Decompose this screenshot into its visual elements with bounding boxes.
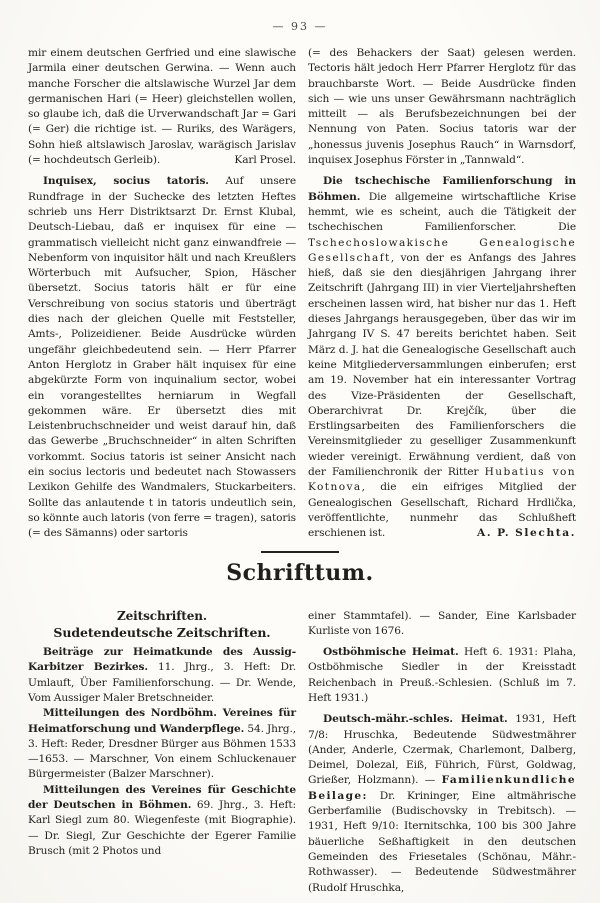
- paragraph-continuation: [28, 46, 296, 168]
- paragraph-text: , von der es Anfangs des Jahres hieß, daß sie den diesjährigen Jahrgang ihrer Zeitschrift (Jahrgang III) in vier Vierteljahrsheften erscheinen lassen wird, hat bisher nur das 1. Heft dieses Jahrgangs herausgegeben, über das wir im Jahrgang IV S. 47 bereits berichtet haben. Seit März d. J. hat die Genealogische Gesellschaft auch keine Mitgliederversammlungen einberufen; erst am 19. November hat ein interessanter Vortrag des Vize-Präsidenten der Gesellschaft, Oberarchivrat Dr. Krejčík, über die Erstlingsarbeiten des Familienforschers die Vereinsmitglieder zu geselliger Zusammenkunft wieder vereinigt. Erwähnung verdient, daß von der Familienchronik der Ritter: [308, 251, 576, 479]
- paragraph-lead: Die tschechische Familienforschung in Böhmen.: [308, 175, 576, 203]
- journal-entry: [308, 712, 576, 896]
- section-title: Schrifttum.: [226, 559, 374, 586]
- journal-title: Deutsch-mähr.-schles. Heimat.: [323, 713, 508, 726]
- paragraph-lead: Inquisex, socius tatoris.: [43, 175, 209, 188]
- journal-entry-text: 11. Jhrg., 3. Heft: Dr. Umlauft, Über Familienforschung. — Dr. Wende, Vom Aussiger Maler Bretschneider.: [28, 661, 296, 704]
- bottom-right-column: [308, 609, 576, 896]
- journal-entry-text: Dr. Krininger, Eine altmährische Gerberfamilie (Budischovsky in Trebitsch). — 1931, Heft 9/10: Iternitschka, 100 bis 300 Jahre bäuerliche Seßhaftigkeit in den deutschen Gemeinden des Friesetales (Schönau, Mähr.-Rothwasser). — Bedeutende Südwestmährer (Rudolf Hruschka,: [308, 789, 576, 894]
- author-signature: Karl Prosel.: [234, 154, 296, 167]
- section-divider: [261, 551, 339, 553]
- sudetendeutsche-heading: Sudetendeutsche Zeitschriften.: [53, 624, 271, 640]
- top-right-column: [308, 46, 576, 542]
- journal-entry-text: 1931, Heft 7/8: Hruschka, Bedeutende Südwestmährer (Ander, Anderle, Czermak, Charlemont, Dalberg, Deimel, Dolezal, Eiß, Führich, Fürst, Goldwag, Grießer, Holzmann). —: [308, 713, 576, 787]
- journal-entry: [28, 706, 296, 782]
- journal-title: Beiträge zur Heimatkunde des Aussig-Karbitzer Bezirkes.: [28, 646, 296, 674]
- spaced-supplement-title: Familienkundliche Beilage:: [308, 774, 576, 802]
- journal-entry-text: 69. Jhrg., 3. Heft: Karl Siegl zum 80. Wiegenfeste (mit Biographie). — Dr. Siegl, Zur Geschichte der Egerer Familie Brusch (mit 2 Photos und: [28, 799, 296, 857]
- journal-entry: [308, 645, 576, 706]
- journal-title: Mitteilungen des Vereines für Geschichte der Deutschen in Böhmen.: [28, 783, 296, 812]
- journal-title: Mitteilungen des Nordböhm. Vereines für Heimatforschung und Wanderpflege.: [28, 707, 296, 735]
- paragraph-continuation: (= des Behackers der Saat) gelesen werden. Tectoris hält jedoch Herr Pfarrer Herglotz für das brauchbarste Wort. — Beide Ausdrücke finden sich — wie uns unser Gewährsmann nachträglich mitteilt — als Berufsbezeichnungen bei der Nennung von Paten. Socius tatoris war der „honessus juvenis Josephus Rauch“ in Warnsdorf, inquisex Josephus Förster in „Tannwald“.: [308, 47, 576, 167]
- journal-entry-continuation: einer Stammtafel). — Sander, Eine Karlsbader Kurliste von 1676.: [308, 609, 576, 637]
- author-signature: A. P. Slechta.: [477, 527, 576, 540]
- top-left-column: [28, 46, 296, 542]
- spaced-society-name: Tschechoslowakische Genealogische Gesellschaft: [308, 236, 576, 264]
- journal-entry-text: 54. Jhrg., 3. Heft: Reder, Dresdner Bürger aus Böhmen 1533—1653. — Marschner, Von einem Schluckenauer Bürgermeister (Balzer Marschner).: [28, 722, 296, 781]
- journal-title: Ostböhmische Heimat.: [323, 646, 459, 659]
- zeitschriften-heading: Zeitschriften.: [116, 608, 207, 623]
- journal-entry-text: Heft 6. 1931: Plaha, Ostböhmische Siedler in der Kreisstadt Reichenbach in Preuß.-Schlesien. (Schluß im 7. Heft 1931.): [308, 646, 576, 704]
- spaced-family-name: Hubatius von Kotnova: [308, 466, 576, 494]
- bottom-left-column: [28, 609, 296, 896]
- paragraph-inquisex: [28, 174, 296, 541]
- bottom-section: [0, 596, 600, 896]
- paragraph-text: mir einem deutschen Gerfried und eine slawische Jarmila einer deutschen Gerwina. — Wenn auch manche Forscher die altslawische Wurzel Jar dem germanischen Hari (= Heer) gleichstellen wollen, so glaube ich, daß die Urverwandschaft Jar = Gari (= Ger) die richtige ist. — Ruriks, des Warägers, Sohn hieß altslawisch Jaroslav, warägisch Jarislav (= hochdeutsch Gerleib).: [28, 47, 296, 167]
- journal-entry: [28, 645, 296, 706]
- page-number: — 93 —: [272, 20, 328, 33]
- paragraph-text: , die ein eifriges Mitglied der Genealogischen Gesellschaft, Richard Hrdlička, veröffentlichte, nunmehr das Schlußheft erschienen ist.: [308, 481, 576, 540]
- paragraph-text: Auf unsere Rundfrage in der Suchecke des letzten Heftes schrieb uns Herr Distriktsarzt Dr. Ernst Klubal, Deutsch-Liebau, daß er inquisex für eine — grammatisch vielleicht nicht ganz einwandfreie — Nebenform von inquisitor hält und nach Kreußlers Wörterbuch mit Aufsucher, Spion, Häscher übersetzt. Socius tatoris hält er für eine Verschreibung von socius statoris und überträgt dies nach der gleichen Quelle mit Feststeller, Amts-, Polizeidiener. Beide Ausdrücke würden ungefähr gleichbedeutend sein. — Herr Pfarrer Anton Herglotz in Graber hält inquisex für eine abgekürzte Form von inquinalium sector, wobei ein vorangestelltes herniarum in Wegfall gekommen wäre. Er übersetzt dies mit Leistenbruchschneider und weist darauf hin, daß das Gewerbe „Bruchschneider“ in alten Schriften vorkommt. Socius tatoris ist seiner Ansicht nach ein socius lectoris und bedeutet nach Stowassers Lexikon Gehilfe des Wandmalers, Stuckarbeiters. Sollte das anlautende t in tatoris undeutlich sein, so könnte auch latoris (von ferre = tragen), satoris (= des Sämanns) oder sartoris: [28, 175, 296, 540]
- journal-entry: [28, 783, 296, 859]
- paragraph-familienforschung: [308, 174, 576, 541]
- top-section: [0, 33, 600, 542]
- paragraph-text: Die allgemeine wirtschaftliche Krise hemmt, wie es scheint, auch die Tätigkeit der tschechischen Familienforscher. Die: [308, 190, 576, 234]
